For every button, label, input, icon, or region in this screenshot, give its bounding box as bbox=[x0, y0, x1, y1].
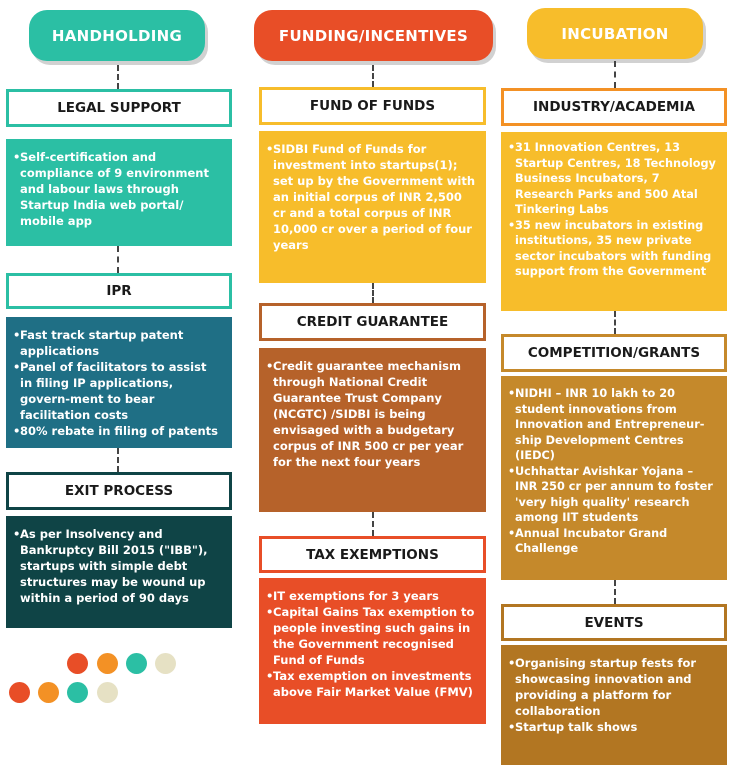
industry-academia-title: INDUSTRY/ACADEMIA bbox=[501, 88, 727, 126]
credit-guarantee-body bbox=[259, 348, 486, 512]
connector bbox=[372, 65, 374, 87]
incubation-header: INCUBATION bbox=[527, 8, 703, 59]
exit-process-title: EXIT PROCESS bbox=[6, 472, 232, 510]
connector bbox=[614, 580, 616, 604]
ipr-title: IPR bbox=[6, 273, 232, 309]
tax-exemptions-item: • IT exemptions for 3 years bbox=[267, 588, 476, 604]
tax-exemptions-item: • Tax exemption on investments above Fair Market Value (FMV) bbox=[267, 668, 476, 700]
ipr-body bbox=[6, 317, 232, 448]
ipr-item: • Panel of facilitators to assist in filing IP applications, govern-ment to bear facilitation costs bbox=[14, 359, 222, 423]
connector bbox=[117, 246, 119, 273]
tax-exemptions-item: • Capital Gains Tax exemption to people investing such gains in the Government recognised Fund of Funds bbox=[267, 604, 476, 668]
connector bbox=[614, 61, 616, 88]
industry-academia-item: • 35 new incubators in existing institutions, 35 new private sector incubators with funding support from the Government bbox=[509, 218, 717, 280]
competition-grants-item: • NIDHI – INR 10 lakh to 20 student innovations from Innovation and Entrepreneur-ship Development Centres (IEDC) bbox=[509, 386, 717, 464]
fund-of-funds-title: FUND OF FUNDS bbox=[259, 87, 486, 125]
events-title: EVENTS bbox=[501, 604, 727, 641]
decorative-dot bbox=[126, 653, 147, 674]
industry-academia-item: • 31 Innovation Centres, 13 Startup Centres, 18 Technology Business Incubators, 7 Research Parks and 500 Atal Tinkering Labs bbox=[509, 140, 717, 218]
decorative-dot bbox=[67, 682, 88, 703]
events-item: • Startup talk shows bbox=[509, 719, 717, 735]
tax-exemptions-body bbox=[259, 578, 486, 724]
fund-of-funds-body bbox=[259, 131, 486, 283]
competition-grants-title: COMPETITION/GRANTS bbox=[501, 334, 727, 372]
decorative-dot bbox=[67, 653, 88, 674]
tax-exemptions-title: TAX EXEMPTIONS bbox=[259, 536, 486, 573]
exit-process-item: • As per Insolvency and Bankruptcy Bill 2015 ("IBB"), startups with simple debt structures may be wound up within a period of 90 days bbox=[14, 526, 222, 606]
credit-guarantee-item: • Credit guarantee mechanism through National Credit Guarantee Trust Company (NCGTC) /SIDBI is being envisaged with a budgetary corpus of INR 500 cr per year for the next four years bbox=[267, 358, 476, 470]
competition-grants-item: • Annual Incubator Grand Challenge bbox=[509, 526, 717, 557]
connector bbox=[117, 65, 119, 89]
decorative-dot bbox=[155, 653, 176, 674]
connector bbox=[614, 311, 616, 334]
handholding-header: HANDHOLDING bbox=[29, 10, 205, 61]
fund-of-funds-item: • SIDBI Fund of Funds for investment into startups(1); set up by the Government with an initial corpus of INR 2,500 cr and a total corpus of INR 10,000 cr over a period of four years bbox=[267, 141, 476, 253]
competition-grants-body bbox=[501, 376, 727, 580]
industry-academia-body bbox=[501, 132, 727, 311]
events-item: • Organising startup fests for showcasing innovation and providing a platform for collaboration bbox=[509, 655, 717, 719]
exit-process-body bbox=[6, 516, 232, 628]
ipr-item: • 80% rebate in filing of patents bbox=[14, 423, 222, 439]
decorative-dot bbox=[97, 653, 118, 674]
legal-support-body bbox=[6, 139, 232, 246]
connector bbox=[117, 448, 119, 472]
funding-incentives-header: FUNDING/INCENTIVES bbox=[254, 10, 493, 61]
decorative-dot bbox=[97, 682, 118, 703]
ipr-item: • Fast track startup patent applications bbox=[14, 327, 222, 359]
legal-support-title: LEGAL SUPPORT bbox=[6, 89, 232, 127]
connector bbox=[372, 512, 374, 536]
competition-grants-item: • Uchhattar Avishkar Yojana – INR 250 cr per annum to foster 'very high quality' research among IIT students bbox=[509, 464, 717, 526]
events-body bbox=[501, 645, 727, 765]
decorative-dot bbox=[9, 682, 30, 703]
decorative-dot bbox=[38, 682, 59, 703]
legal-support-item: • Self-certification and compliance of 9 environment and labour laws through Startup India web portal/ mobile app bbox=[14, 149, 222, 229]
credit-guarantee-title: CREDIT GUARANTEE bbox=[259, 303, 486, 341]
connector bbox=[372, 283, 374, 303]
